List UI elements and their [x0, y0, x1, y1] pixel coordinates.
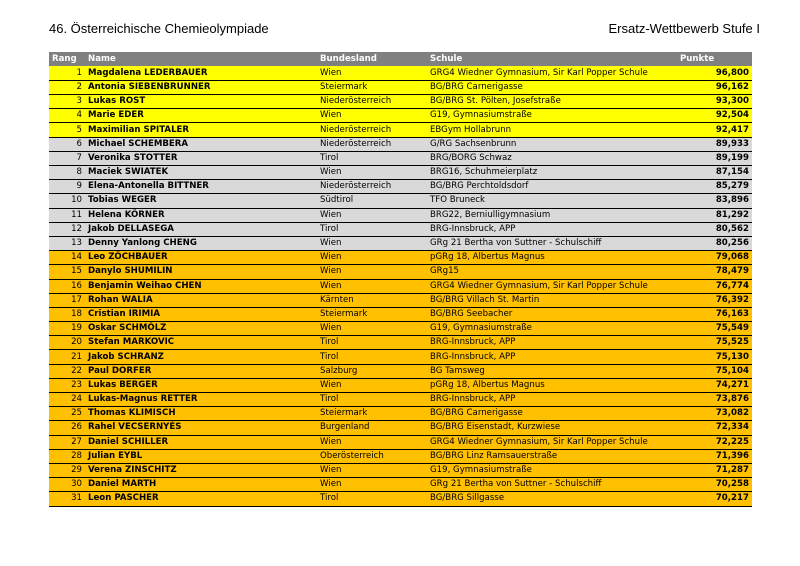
table-row [49, 378, 752, 392]
cell-rank: 20 [71, 337, 82, 348]
cell-points: 87,154 [715, 167, 749, 178]
cell-school: GRg15 [430, 266, 460, 277]
cell-school: BRG-Innsbruck, APP [430, 223, 516, 234]
table-row [49, 109, 752, 123]
cell-school: BRG-Innsbruck, APP [430, 337, 516, 348]
cell-state: Wien [320, 379, 342, 390]
cell-state: Steiermark [320, 308, 368, 319]
cell-name: Danylo SHUMILIN [88, 266, 173, 277]
cell-name: Daniel MARTH [88, 479, 157, 490]
table-row [49, 322, 752, 336]
cell-points: 75,549 [715, 323, 749, 334]
table-row [49, 194, 752, 208]
table-row [49, 463, 752, 477]
cell-state: Wien [320, 110, 342, 121]
cell-points: 93,300 [715, 96, 749, 107]
cell-points: 89,199 [715, 152, 749, 163]
cell-name: Michael SCHEMBERA [88, 138, 189, 149]
cell-points: 71,396 [715, 450, 749, 461]
results-table [49, 52, 752, 507]
table-row [49, 208, 752, 222]
cell-school: GRG4 Wiedner Gymnasium, Sir Karl Popper Schule [430, 280, 648, 291]
cell-name: Denny Yanlong CHENG [88, 238, 197, 249]
cell-rank: 6 [76, 138, 82, 149]
cell-rank: 15 [71, 266, 82, 277]
cell-points: 78,479 [715, 266, 749, 277]
cell-school: G19, Gymnasiumstraße [430, 465, 532, 476]
cell-points: 76,163 [715, 308, 749, 319]
table-row [49, 236, 752, 250]
table-row [49, 421, 752, 435]
cell-name: Tobias WEGER [88, 195, 157, 206]
table-row [49, 279, 752, 293]
cell-state: Wien [320, 209, 342, 220]
table-row [49, 492, 752, 506]
cell-state: Wien [320, 465, 342, 476]
cell-rank: 21 [71, 351, 82, 362]
cell-name: Daniel SCHILLER [88, 436, 169, 447]
table-row [49, 265, 752, 279]
header-row [49, 52, 752, 66]
cell-state: Tirol [320, 152, 339, 163]
cell-name: Julian EYBL [88, 450, 143, 461]
cell-school: BRG16, Schuhmeierplatz [430, 167, 538, 178]
document-title: 46. Österreichische Chemieolympiade [49, 21, 269, 36]
column-header-school: Schule [430, 53, 463, 64]
cell-name: Lukas BERGER [88, 379, 158, 390]
cell-rank: 8 [76, 167, 82, 178]
cell-state: Oberösterreich [320, 450, 384, 461]
table-row [49, 137, 752, 151]
cell-name: Leon PASCHER [88, 493, 159, 504]
cell-points: 75,130 [715, 351, 749, 362]
cell-state: Steiermark [320, 408, 368, 419]
cell-name: Magdalena LEDERBAUER [88, 67, 208, 78]
cell-name: Benjamin Weihao CHEN [88, 280, 202, 291]
cell-state: Tirol [320, 351, 339, 362]
cell-state: Niederösterreich [320, 181, 392, 192]
cell-state: Wien [320, 479, 342, 490]
document-subtitle: Ersatz-Wettbewerb Stufe I [608, 21, 760, 36]
cell-school: G/RG Sachsenbrunn [430, 138, 517, 149]
cell-points: 92,504 [715, 110, 749, 121]
cell-state: Wien [320, 323, 342, 334]
cell-name: Jakob SCHRANZ [88, 351, 164, 362]
cell-rank: 7 [76, 152, 82, 163]
cell-points: 80,562 [715, 223, 749, 234]
cell-points: 96,162 [715, 81, 749, 92]
cell-school: BG Tamsweg [430, 365, 485, 376]
cell-name: Helena KÖRNER [88, 209, 165, 220]
cell-rank: 14 [71, 252, 82, 263]
cell-rank: 9 [76, 181, 82, 192]
table-row [49, 123, 752, 137]
cell-state: Salzburg [320, 365, 358, 376]
table-row [49, 222, 752, 236]
cell-school: G19, Gymnasiumstraße [430, 110, 532, 121]
cell-rank: 25 [71, 408, 82, 419]
cell-name: Antonia SIEBENBRUNNER [88, 81, 211, 92]
cell-name: Lukas-Magnus RETTER [88, 394, 198, 405]
cell-points: 85,279 [715, 181, 749, 192]
cell-state: Wien [320, 167, 342, 178]
cell-state: Tirol [320, 394, 339, 405]
cell-name: Jakob DELLASEGA [88, 223, 174, 234]
cell-points: 76,392 [715, 294, 749, 305]
cell-name: Oskar SCHMÖLZ [88, 323, 167, 334]
cell-school: G19, Gymnasiumstraße [430, 323, 532, 334]
table-row [49, 180, 752, 194]
table-row [49, 478, 752, 492]
cell-state: Niederösterreich [320, 138, 392, 149]
cell-school: GRg 21 Bertha von Suttner - Schulschiff [430, 479, 602, 490]
cell-state: Tirol [320, 337, 339, 348]
cell-state: Wien [320, 436, 342, 447]
cell-rank: 3 [76, 96, 82, 107]
cell-rank: 12 [71, 223, 82, 234]
cell-name: Paul DORFER [88, 365, 152, 376]
cell-school: BG/BRG Eisenstadt, Kurzwiese [430, 422, 561, 433]
cell-points: 71,287 [715, 465, 749, 476]
cell-points: 92,417 [715, 124, 749, 135]
cell-school: GRG4 Wiedner Gymnasium, Sir Karl Popper Schule [430, 67, 648, 78]
cell-rank: 2 [76, 81, 82, 92]
cell-school: BRG/BORG Schwaz [430, 152, 512, 163]
table-row [49, 393, 752, 407]
cell-rank: 27 [71, 436, 82, 447]
cell-school: pGRg 18, Albertus Magnus [430, 252, 545, 263]
cell-name: Thomas KLIMISCH [88, 408, 176, 419]
cell-name: Lukas ROST [88, 96, 146, 107]
table-row [49, 151, 752, 165]
table-row [49, 293, 752, 307]
cell-school: BG/BRG St. Pölten, Josefstraße [430, 96, 561, 107]
cell-rank: 4 [76, 110, 82, 121]
cell-name: Rohan WALIA [88, 294, 153, 305]
cell-rank: 13 [71, 238, 82, 249]
cell-rank: 10 [71, 195, 82, 206]
cell-school: BRG-Innsbruck, APP [430, 351, 516, 362]
cell-name: Leo ZÖCHBAUER [88, 252, 168, 263]
cell-rank: 18 [71, 308, 82, 319]
cell-name: Rahel VECSERNYÉS [88, 422, 182, 433]
cell-school: TFO Bruneck [430, 195, 485, 206]
cell-points: 73,876 [715, 394, 749, 405]
cell-state: Niederösterreich [320, 96, 392, 107]
cell-rank: 26 [71, 422, 82, 433]
cell-points: 75,525 [715, 337, 749, 348]
cell-state: Wien [320, 252, 342, 263]
cell-points: 89,933 [715, 138, 749, 149]
cell-name: Maximilian SPITALER [88, 124, 190, 135]
cell-state: Wien [320, 238, 342, 249]
cell-state: Kärnten [320, 294, 354, 305]
cell-points: 74,271 [715, 379, 749, 390]
results-table-header [49, 52, 752, 66]
cell-state: Südtirol [320, 195, 354, 206]
cell-school: pGRg 18, Albertus Magnus [430, 379, 545, 390]
cell-state: Tirol [320, 493, 339, 504]
cell-state: Steiermark [320, 81, 368, 92]
table-row [49, 364, 752, 378]
results-table-body [49, 66, 752, 506]
cell-points: 79,068 [715, 252, 749, 263]
cell-school: BRG22, Berniulligymnasium [430, 209, 551, 220]
cell-state: Niederösterreich [320, 124, 392, 135]
cell-points: 76,774 [715, 280, 749, 291]
cell-name: Elena-Antonella BITTNER [88, 181, 209, 192]
cell-rank: 29 [71, 465, 82, 476]
cell-rank: 11 [71, 209, 82, 220]
table-row [49, 166, 752, 180]
cell-rank: 24 [71, 394, 82, 405]
table-row [49, 80, 752, 94]
table-row [49, 251, 752, 265]
cell-name: Maciek SWIATEK [88, 167, 169, 178]
cell-school: BG/BRG Linz Ramsauerstraße [430, 450, 558, 461]
cell-name: Veronika STOTTER [88, 152, 178, 163]
cell-points: 75,104 [715, 365, 749, 376]
cell-school: BG/BRG Seebacher [430, 308, 513, 319]
table-row [49, 407, 752, 421]
cell-points: 80,256 [715, 238, 749, 249]
cell-rank: 5 [76, 124, 82, 135]
cell-rank: 19 [71, 323, 82, 334]
cell-points: 73,082 [715, 408, 749, 419]
cell-school: BG/BRG Carnerigasse [430, 408, 523, 419]
cell-school: GRg 21 Bertha von Suttner - Schulschiff [430, 238, 602, 249]
cell-school: BG/BRG Villach St. Martin [430, 294, 540, 305]
cell-school: EBGym Hollabrunn [430, 124, 512, 135]
cell-school: GRG4 Wiedner Gymnasium, Sir Karl Popper Schule [430, 436, 648, 447]
cell-school: BG/BRG Sillgasse [430, 493, 505, 504]
cell-points: 96,800 [715, 67, 749, 78]
cell-school: BRG-Innsbruck, APP [430, 394, 516, 405]
cell-state: Wien [320, 67, 342, 78]
cell-rank: 28 [71, 450, 82, 461]
cell-school: BG/BRG Perchtoldsdorf [430, 181, 529, 192]
table-row [49, 95, 752, 109]
cell-state: Burgenland [320, 422, 370, 433]
cell-rank: 23 [71, 379, 82, 390]
cell-school: BG/BRG Carnerigasse [430, 81, 523, 92]
cell-rank: 16 [71, 280, 82, 291]
cell-points: 70,217 [715, 493, 749, 504]
cell-name: Verena ZINSCHITZ [88, 465, 177, 476]
cell-rank: 30 [71, 479, 82, 490]
cell-points: 70,258 [715, 479, 749, 490]
cell-state: Tirol [320, 223, 339, 234]
table-row [49, 449, 752, 463]
table-row [49, 435, 752, 449]
column-header-state: Bundesland [320, 53, 377, 64]
cell-name: Marie EDER [88, 110, 144, 121]
cell-rank: 22 [71, 365, 82, 376]
cell-points: 81,292 [715, 209, 749, 220]
column-header-points: Punkte [680, 53, 715, 64]
cell-points: 83,896 [715, 195, 749, 206]
column-header-name: Name [88, 53, 116, 64]
table-row [49, 307, 752, 321]
cell-rank: 17 [71, 294, 82, 305]
column-header-rank: Rang [52, 53, 77, 64]
cell-name: Cristian IRIMIA [88, 308, 160, 319]
cell-name: Stefan MARKOVIC [88, 337, 175, 348]
cell-rank: 31 [71, 493, 82, 504]
table-row [49, 350, 752, 364]
table-row [49, 336, 752, 350]
cell-points: 72,225 [715, 436, 749, 447]
cell-state: Wien [320, 266, 342, 277]
table-row [49, 66, 752, 80]
cell-points: 72,334 [715, 422, 749, 433]
cell-state: Wien [320, 280, 342, 291]
cell-rank: 1 [76, 67, 82, 78]
